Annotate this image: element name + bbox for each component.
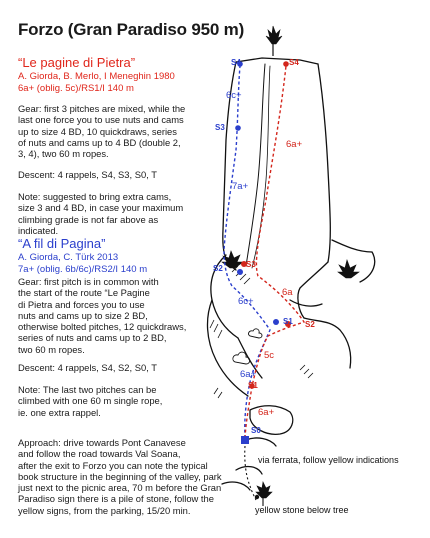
route2-gear-line: nuts and cams up to size 2 BD,	[18, 309, 148, 321]
grade-label: 6a+	[286, 139, 303, 150]
route2-authors: A. Giorda, C. Türk 2013	[18, 252, 119, 263]
route2-gear-line: otherwise bolted pitches, 12 quickdraws,	[18, 321, 187, 333]
tree-icon	[338, 260, 359, 278]
grade-label: 5c	[264, 350, 275, 361]
route1-gear-line: of nuts and cams up to 4 BD (double 2,	[18, 136, 181, 148]
route1-name: “Le pagine di Pietra”	[18, 55, 136, 70]
route2-gear-line: Gear: first pitch is in common with	[18, 276, 159, 287]
grade-label: 6a+	[240, 369, 257, 380]
tree-icon	[256, 482, 272, 506]
via-ferrata-note: via ferrata, follow yellow indications	[258, 455, 399, 465]
grade-label: 7a+	[232, 181, 249, 192]
route2-grade: 7a+ (oblig. 6b/6c)/RS2/I 140 m	[18, 264, 148, 275]
grade-label: 6c+	[226, 90, 242, 101]
page-title: Forzo (Gran Paradiso 950 m)	[18, 20, 245, 39]
route2-gear-line: two 60 m ropes.	[18, 343, 85, 355]
route1-note-line: Note: suggested to bring extra cams,	[18, 191, 172, 202]
station-label-s2-red: S2	[305, 320, 315, 329]
route1-note-line: climbing grade is not far above as	[18, 213, 159, 225]
approach-line: book structure in the beginning of the valley, park	[18, 470, 222, 482]
start-marker	[255, 495, 259, 499]
stone-note: yellow stone below tree	[255, 505, 349, 515]
station-label-s1-blue: S1	[283, 317, 293, 326]
approach-line: and follow the road towards Val Soana,	[18, 448, 181, 460]
grade-label: 6c+	[238, 296, 254, 307]
station-label-s4-red: S4	[289, 58, 299, 67]
route1-authors: A. Giorda, B. Merlo, I Meneghin 1980	[18, 71, 175, 82]
route1-gear-line: 3, 4), two 60 m ropes.	[18, 148, 109, 160]
route2-name: “A fil di Pagina”	[18, 236, 106, 251]
approach-line: yellow signs, from the parking, 15/20 min.	[18, 504, 191, 516]
route2-descent: Descent: 4 rappels, S4, S2, S0, T	[18, 362, 157, 373]
route1-grade: 6a+ (oblig. 5c)/RS1/I 140 m	[18, 83, 134, 94]
tree-icon	[266, 26, 282, 56]
approach-path	[245, 446, 256, 500]
approach-line: just next to the picnic area, 70 m before the Gran	[18, 482, 222, 494]
route2-note-line: Note: The last two pitches can be	[18, 384, 157, 395]
approach-line: Approach: drive towards Pont Canavese	[18, 437, 186, 448]
route1-gear-line: Gear: first 3 pitches are mixed, while the	[18, 103, 186, 114]
station-label-s4-blue: S4	[231, 58, 241, 67]
tree-icon	[222, 251, 243, 268]
route2-note-line: climbed with one 60 m single rope,	[18, 395, 163, 407]
grade-label: 6a+	[258, 407, 275, 418]
station-label-s3-red: S3	[246, 260, 256, 269]
route1-gear-line: last one force you to use nuts and cams	[18, 114, 184, 126]
station-label-s1-red: S1	[248, 381, 258, 390]
station-label-s0: S0	[251, 426, 261, 435]
station-label-s3-blue: S3	[215, 123, 225, 132]
route1-descent: Descent: 4 rappels, S4, S3, S0, T	[18, 169, 157, 180]
bush-icon	[233, 329, 262, 364]
station-label-s2-blue: S2	[213, 264, 223, 273]
station-markers	[235, 61, 291, 444]
route2-gear-line: di Pietra and forces you to use	[18, 298, 145, 310]
route1-note-line: indicated.	[18, 224, 59, 236]
route2-gear-line: series of nuts and cams up to 2 BD,	[18, 332, 167, 344]
approach-line: after the exit to Forzo you can note the typical	[18, 459, 208, 471]
approach-line: Paradiso sign there is a pile of stone, follow the	[18, 493, 214, 505]
route1-note-line: size 3 and 4 BD, in case your maximum	[18, 202, 184, 214]
grade-label: 6a	[282, 287, 293, 298]
route1-gear-line: up to size 4 BD, 10 quickdraws, series	[18, 125, 177, 137]
route2-gear-line: the start of the route “Le Pagine	[18, 287, 150, 299]
route2-note-line: ie. one extra rappel.	[18, 406, 101, 418]
